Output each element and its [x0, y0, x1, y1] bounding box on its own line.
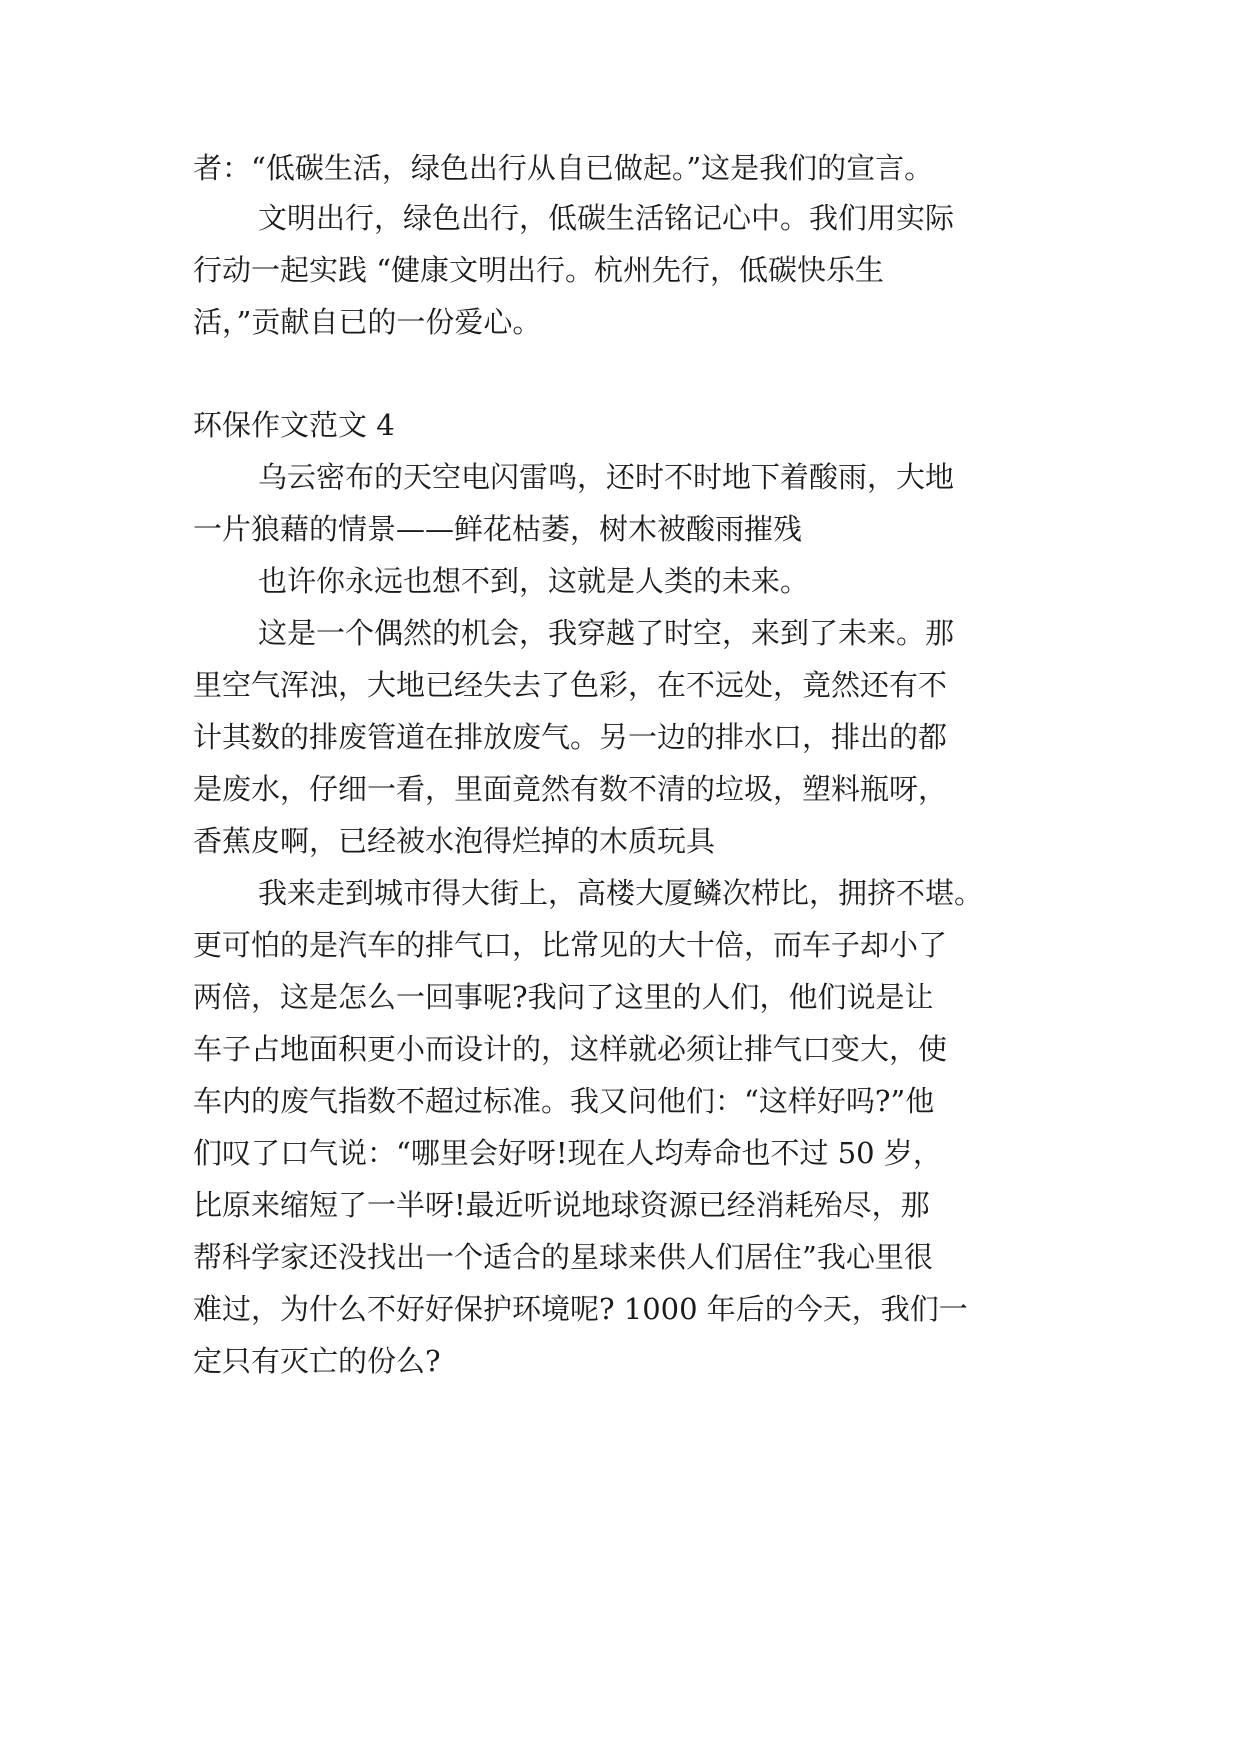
text-line: 活，”贡献自已的一份爱心。: [193, 305, 542, 339]
text-line: 文明出行，绿色出行，低碳生活铭记心中。我们用实际: [258, 201, 955, 235]
text-line: 香蕉皮啊，已经被水泡得烂掉的木质玩具: [193, 824, 716, 858]
text-line: 车子占地面积更小而设计的，这样就必须让排气口变大，使: [193, 1032, 948, 1066]
text-line: 也许你永远也想不到，这就是人类的未来。: [258, 564, 810, 598]
text-line: 行动一起实践 “健康文明出行。杭州先行，低碳快乐生: [193, 253, 885, 287]
text-line: 车内的废气指数不超过标准。我又问他们：“这样好吗?”他: [193, 1084, 935, 1118]
text-line: 我来走到城市得大街上，高楼大厦鳞次栉比，拥挤不堪。: [258, 876, 984, 910]
text-line: 两倍，这是怎么一回事呢?我问了这里的人们，他们说是让: [193, 980, 934, 1014]
section-heading: 环保作文范文 4: [193, 408, 395, 442]
text-line: 定只有灭亡的份么?: [193, 1344, 441, 1378]
text-line: 是废水，仔细一看，里面竟然有数不清的垃圾，塑料瓶呀，: [193, 772, 948, 806]
text-line: 比原来缩短了一半呀!最近听说地球资源已经消耗殆尽，那: [193, 1188, 930, 1222]
text-line: 这是一个偶然的机会，我穿越了时空，来到了未来。那: [258, 616, 955, 650]
text-line: 计其数的排废管道在排放废气。另一边的排水口，排出的都: [193, 720, 948, 754]
text-line: 一片狼藉的情景——鲜花枯萎，树木被酸雨摧残: [193, 512, 803, 546]
text-line: 里空气浑浊，大地已经失去了色彩，在不远处，竟然还有不: [193, 668, 948, 702]
text-line: 难过，为什么不好好保护环境呢? 1000 年后的今天，我们一: [193, 1292, 968, 1326]
text-line: 乌云密布的天空电闪雷鸣，还时不时地下着酸雨，大地: [258, 460, 955, 494]
text-line: 者：“低碳生活，绿色出行从自已做起。”这是我们的宣言。: [193, 151, 934, 185]
text-line: 更可怕的是汽车的排气口，比常见的大十倍，而车子却小了: [193, 928, 948, 962]
text-line: 帮科学家还没找出一个适合的星球来供人们居住”我心里很: [193, 1240, 933, 1274]
text-line: 们叹了口气说：“哪里会好呀!现在人均寿命也不过 50 岁，: [193, 1136, 942, 1170]
